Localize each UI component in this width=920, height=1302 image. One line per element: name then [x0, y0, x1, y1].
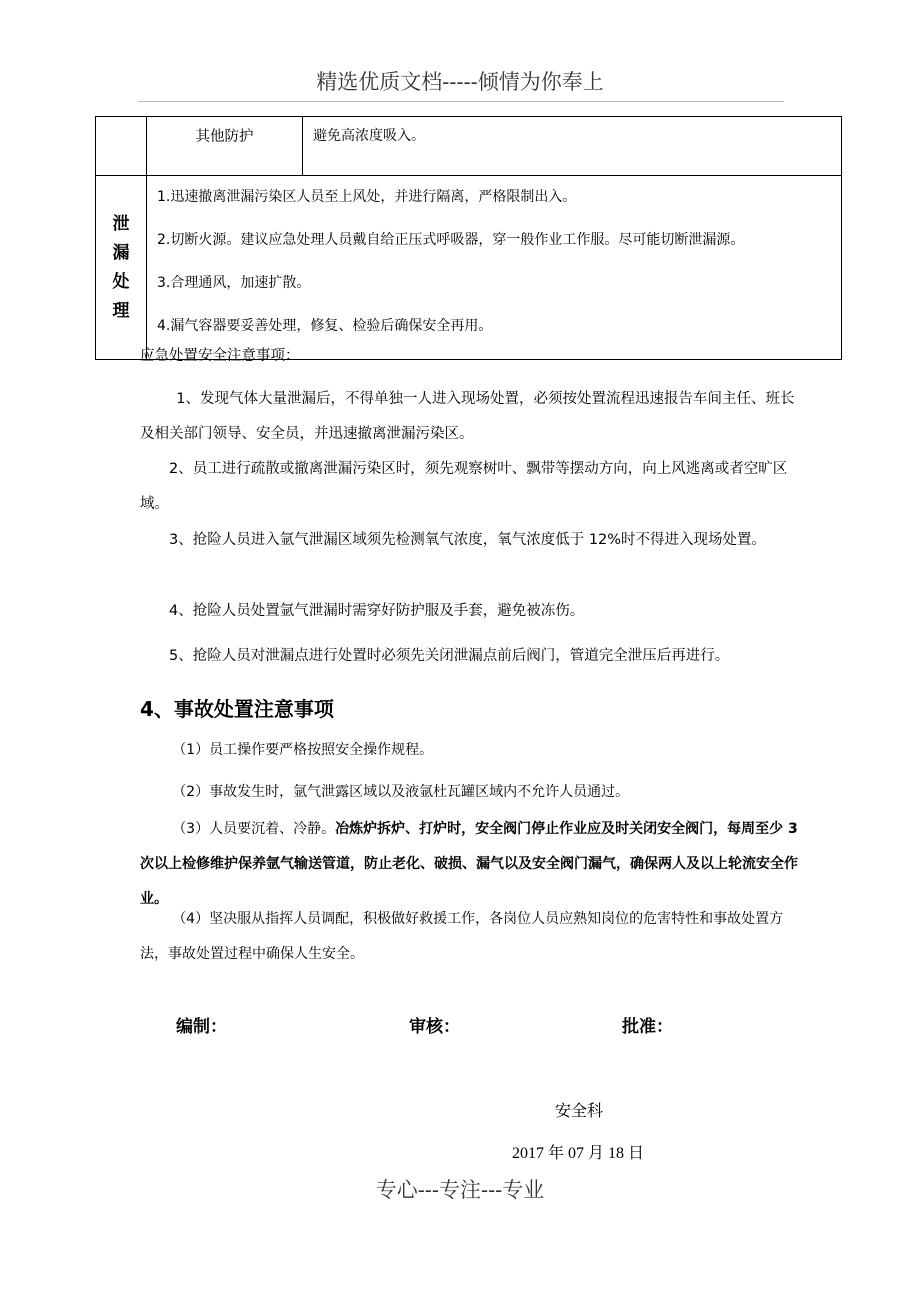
emergency-notice-item: 2、员工进行疏散或撤离泄漏污染区时，须先观察树叶、飘带等摆动方向，向上风逃离或者空旷区域。: [140, 461, 788, 512]
emergency-notice-item: 4、抢险人员处置氩气泄漏时需穿好防护服及手套，避免被冻伤。: [169, 603, 585, 619]
leak-title-char: 理: [112, 300, 130, 321]
page-footer: 专心---专注---专业: [375, 1178, 545, 1202]
section-4-item: （4）坚决服从指挥人员调配，积极做好救援工作，各岗位人员应熟知岗位的危害特性和事故处置方法，事故处置过程中确保人生安全。: [140, 911, 784, 962]
leak-title-char: 泄: [112, 213, 130, 234]
signature-approved: 批准：: [622, 1017, 673, 1037]
section-4-item: （1）员工操作要严格按照安全操作规程。: [172, 742, 434, 758]
section-4-item: （2）事故发生时，氩气泄露区域以及液氩杜瓦罐区域内不允许人员通过。: [172, 784, 630, 800]
leak-item: 1.迅速撤离泄漏污染区人员至上风处，并进行隔离，严格限制出入。: [157, 189, 577, 205]
table-cell-empty: [96, 117, 147, 176]
table-row-leak-handling: [96, 176, 842, 360]
header-divider: [138, 101, 784, 102]
department-name: 安全科: [555, 1101, 604, 1120]
emergency-notice-item: 1、发现气体大量泄漏后，不得单独一人进入现场处置，必须按处置流程迅速报告车间主任、班长及相关部门领导、安全员，并迅速撤离泄漏污染区。: [140, 391, 795, 442]
signature-prepared: 编制：: [176, 1017, 227, 1037]
emergency-notice-title: 应急处置安全注意事项：: [140, 348, 300, 364]
leak-title-char: 漏: [112, 242, 130, 263]
document-date: 2017 年 07 月 18 日: [512, 1145, 645, 1162]
table-row-other-protection: [96, 117, 842, 176]
leak-handling-title: [96, 176, 147, 360]
section-4-item-3-lead: （3）人员要沉着、冷静。: [172, 821, 336, 837]
leak-item: 2.切断火源。建议应急处理人员戴自给正压式呼吸器，穿一般作业工作服。尽可能切断泄漏源。: [157, 232, 745, 248]
section-4-item-3-bold: 冶炼炉拆炉、打炉时，安全阀门停止作业应及时关闭安全阀门，每周至少 3 次以上检修维护保养氩气输送管道，防止老化、破损、漏气以及安全阀门漏气，确保两人及以上轮流安全作业。: [140, 821, 798, 907]
emergency-notice-item: 5、抢险人员对泄漏点进行处置时必须先关闭泄漏点前后阀门，管道完全泄压后再进行。: [169, 648, 730, 664]
leak-title-char: 处: [112, 271, 130, 292]
section-4-heading: 4、事故处置注意事项: [140, 697, 334, 721]
leak-item: 4.漏气容器要妥善处理，修复、检验后确保安全再用。: [157, 318, 493, 334]
other-protection-value: 避免高浓度吸入。: [303, 117, 842, 176]
leak-item: 3.合理通风，加速扩散。: [157, 275, 311, 291]
signature-reviewed: 审核：: [409, 1017, 460, 1037]
page-header-title: 精选优质文档-----倾情为你奉上: [316, 70, 604, 94]
other-protection-label: 其他防护: [147, 117, 303, 176]
emergency-notice-item: 3、抢险人员进入氩气泄漏区域须先检测氧气浓度，氧气浓度低于 12%时不得进入现场处置。: [169, 532, 767, 548]
hazard-table: [95, 116, 842, 360]
leak-handling-list: [147, 176, 842, 360]
